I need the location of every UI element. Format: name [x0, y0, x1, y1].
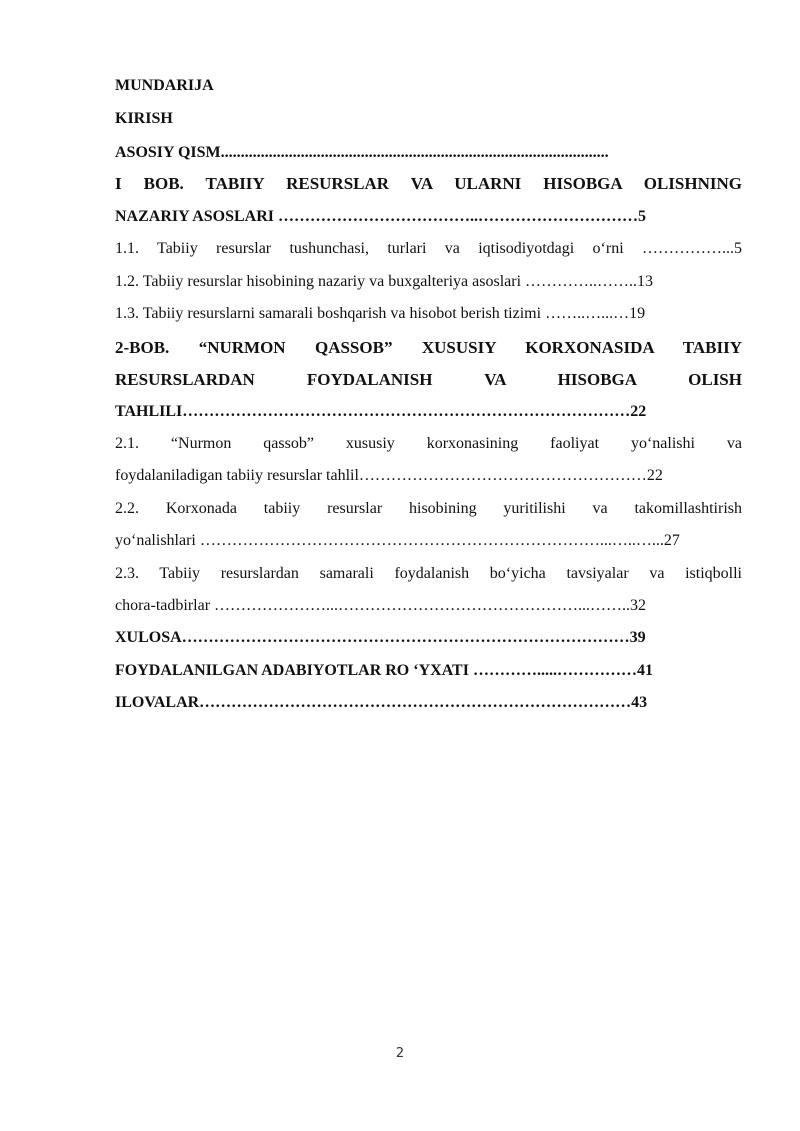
toc-chapter2-title-line1: 2-BOB. “NURMON QASSOB” XUSUSIY KORXONASIDA TABIIY [115, 338, 742, 357]
toc-section-2-1-line1: 2.1. “Nurmon qassob” xususiy korxonasining faoliyat yo‘nalishi va [115, 435, 742, 452]
toc-chapter2-title-line2: RESURSLARDAN FOYDALANISH VA HISOBGA OLISH [115, 370, 742, 389]
page-number: 2 [395, 1046, 405, 1061]
toc-section-1-2: 1.2. Tabiiy resurslar hisobining nazariy va buxgalteriya asoslari …………..……..13 [115, 273, 654, 290]
toc-intro: KIRISH [115, 110, 173, 127]
toc-chapter1-title-line1: I BOB. TABIIY RESURSLAR VA ULARNI HISOBGA OLISHNING [115, 174, 742, 193]
toc-chapter2-title-line3: TAHLILI…………………………………………………………………………22 [115, 403, 647, 420]
toc-section-2-1-line2: foydalaniladigan tabiiy resurslar tahlil………………………………………………22 [115, 467, 663, 484]
toc-conclusion: XULOSA…………………………………………………………………………39 [115, 629, 646, 646]
toc-section-1-1: 1.1. Tabiiy resurslar tushunchasi, turlari va iqtisodiyotdagi o‘rni ……………...5 [115, 240, 742, 257]
toc-title: MUNDARIJA [115, 77, 214, 94]
toc-references: FOYDALANILGAN ADABIYOTLAR RO ‘YXATI ………….....……………41 [115, 662, 653, 679]
toc-section-2-2-line2: yo‘nalishlari …………………………………………………………………...…..…...27 [115, 532, 680, 549]
toc-section-2-3-line2: chora-tadbirlar …………………...………………………………………...……..32 [115, 597, 647, 614]
toc-section-2-3-line1: 2.3. Tabiiy resurslardan samarali foydalanish bo‘yicha tavsiyalar va istiqbolli [115, 565, 742, 582]
toc-main-part: ASOSIY QISM................................................................................................. [115, 144, 609, 161]
toc-section-2-2-line1: 2.2. Korxonada tabiiy resurslar hisobining yuritilishi va takomillashtirish [115, 500, 742, 517]
toc-chapter1-title-line2: NAZARIY ASOSLARI ………………………………..…………………………5 [115, 208, 646, 225]
toc-appendix: ILOVALAR………………………………………………………………………43 [115, 694, 648, 711]
toc-section-1-3: 1.3. Tabiiy resurslarni samarali boshqarish va hisobot berish tizimi ……..…...…19 [115, 305, 646, 322]
